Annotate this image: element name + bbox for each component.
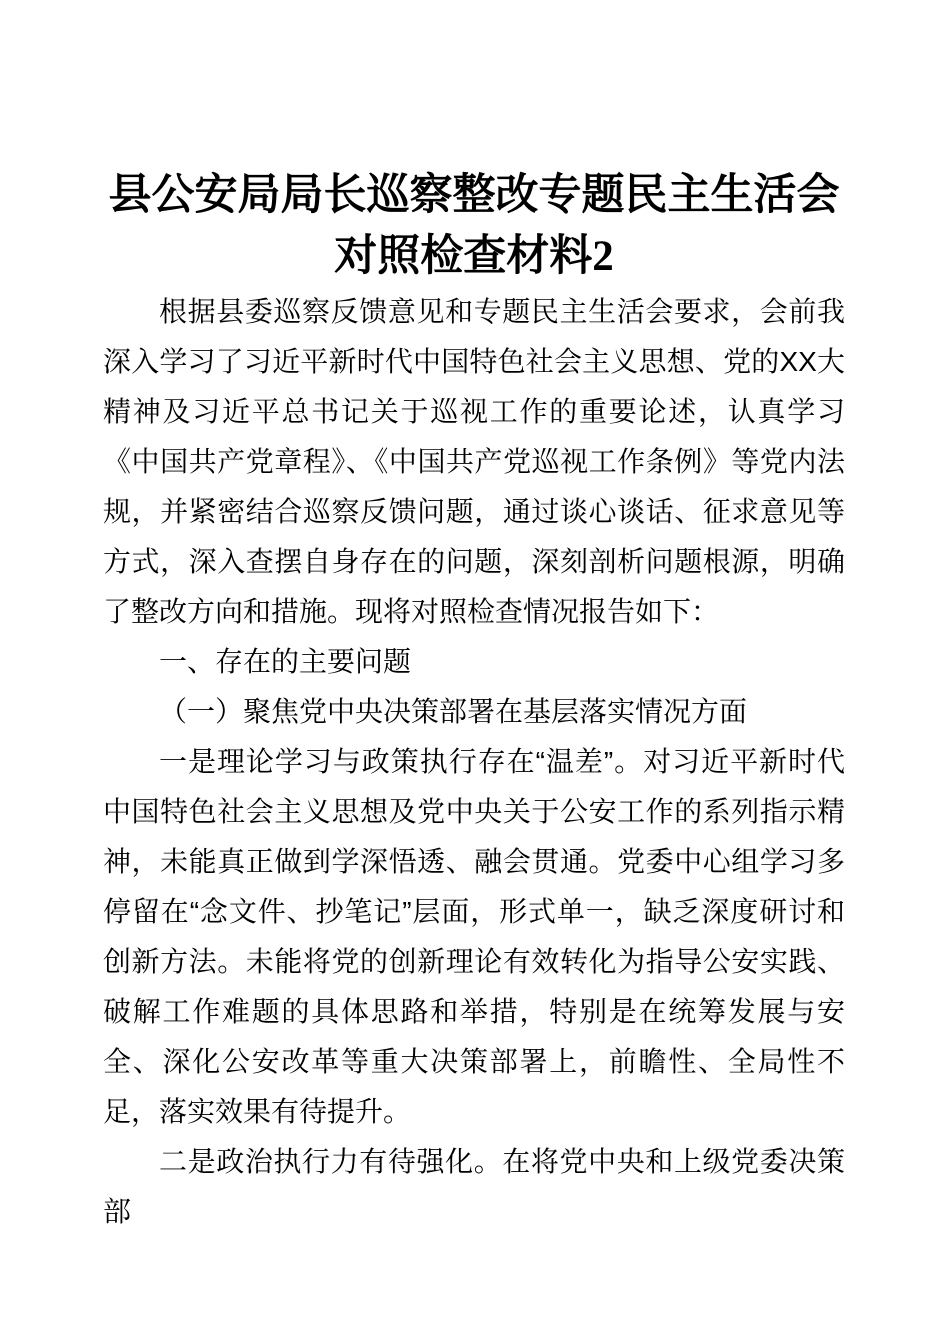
document-title-line-1: 县公安局局长巡察整改专题民主生活会 bbox=[108, 172, 840, 219]
document-body bbox=[103, 287, 845, 1237]
document-title bbox=[103, 165, 845, 287]
document-title-line-2: 对照检查材料2 bbox=[334, 233, 614, 280]
paragraph-intro: 根据县委巡察反馈意见和专题民主生活会要求，会前我深入学习了习近平新时代中国特色社会主义思想、党的XX大精神及习近平总书记关于巡视工作的重要论述，认真学习《中国共产党章程》、《中国共产党巡视工作条例》等党内法规，并紧密结合巡察反馈问题，通过谈心谈话、征求意见等方式，深入查摆自身存在的问题，深刻剖析问题根源，明确了整改方向和措施。现将对照检查情况报告如下： bbox=[103, 296, 845, 627]
subsection-heading-central-decisions: （一）聚焦党中央决策部署在基层落实情况方面 bbox=[159, 696, 748, 727]
paragraph-point-2-political-execution: 二是政治执行力有待强化。在将党中央和上级党委决策部 bbox=[103, 1146, 845, 1227]
paragraph-point-1-theory-study: 一是理论学习与政策执行存在“温差”。对习近平新时代中国特色社会主义思想及党中央关于公安工作的系列指示精神，未能真正做到学深悟透、融会贯通。党委中心组学习多停留在“念文件、抄笔记”层面，形式单一，缺乏深度研讨和创新方法。未能将党的创新理论有效转化为指导公安实践、破解工作难题的具体思路和举措，特别是在统筹发展与安全、深化公安改革等重大决策部署上，前瞻性、全局性不足，落实效果有待提升。 bbox=[103, 746, 845, 1127]
section-heading-main-problems: 一、存在的主要问题 bbox=[159, 646, 412, 677]
